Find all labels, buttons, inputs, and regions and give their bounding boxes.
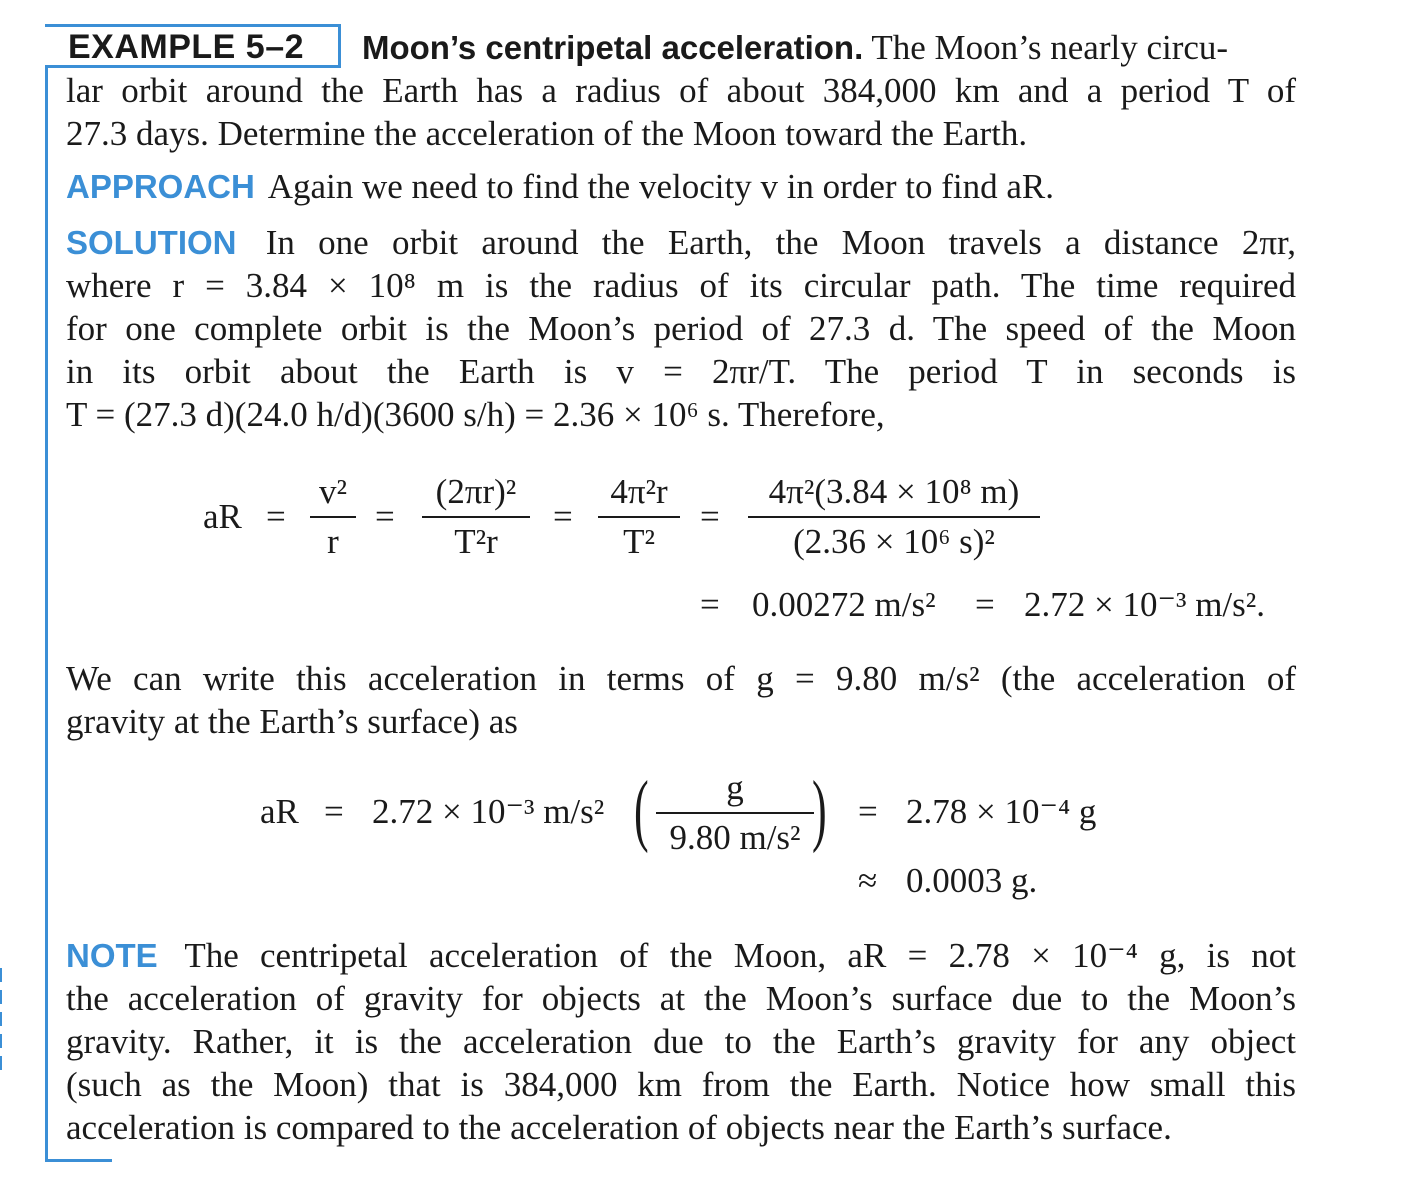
eq2-factor: 2.72 × 10⁻³ m/s² <box>372 792 605 831</box>
right-paren-glyph: ) <box>811 766 827 854</box>
eq1-fraction-2 <box>422 472 530 562</box>
note-line1 <box>66 935 1296 977</box>
gravity-line2: gravity at the Earth’s surface) as <box>66 702 518 741</box>
eq1-fraction-1 <box>310 472 356 562</box>
eq1-f2-denominator: T²r <box>454 522 498 561</box>
eq2-equals: = <box>858 792 878 831</box>
eq1-f3-numerator: 4π²r <box>610 472 668 511</box>
eq1-equals: = <box>266 497 286 536</box>
solution-line4: in its orbit about the Earth is v = 2πr/T. The period T in seconds is <box>66 352 1296 391</box>
eq1-f1-numerator: v² <box>319 472 347 511</box>
approach-keyword: APPROACH <box>66 168 255 205</box>
eq1-f4-numerator: 4π²(3.84 × 10⁸ m) <box>768 472 1020 511</box>
approach-paragraph <box>66 166 1054 208</box>
eq2-numerator: g <box>726 768 744 807</box>
fraction-bar <box>748 516 1040 518</box>
eq2-denominator: 9.80 m/s² <box>669 818 801 857</box>
eq1-equals: = <box>553 497 573 536</box>
fraction-bar <box>656 812 814 814</box>
eq1-result-a: 0.00272 m/s² <box>752 585 936 624</box>
eq1-result-b: 2.72 × 10⁻³ m/s². <box>1024 585 1266 624</box>
note-line4: (such as the Moon) that is 384,000 km from the Earth. Notice how small this <box>66 1065 1296 1104</box>
solution-line5: T = (27.3 d)(24.0 h/d)(3600 s/h) = 2.36 × 10⁶ s. Therefore, <box>66 395 885 434</box>
note-line3: gravity. Rather, it is the acceleration due to the Earth’s gravity for any object <box>66 1022 1296 1061</box>
solution-keyword: SOLUTION <box>66 224 237 261</box>
eq2-lhs: aR <box>260 792 299 831</box>
eq2-approx: ≈ <box>858 861 878 900</box>
left-paren-glyph: ( <box>633 766 649 854</box>
eq1-f4-denominator: (2.36 × 10⁶ s)² <box>793 522 995 561</box>
note-keyword: NOTE <box>66 937 158 974</box>
fraction-bar <box>598 516 680 518</box>
eq1-fraction-3 <box>598 472 680 562</box>
eq1-equals: = <box>700 497 720 536</box>
example-intro-line1 <box>362 27 1228 69</box>
solution-line2: where r = 3.84 × 10⁸ m is the radius of its circular path. The time required <box>66 266 1296 305</box>
example-number: EXAMPLE 5–2 <box>68 28 305 66</box>
eq2-result-b: 0.0003 g. <box>906 861 1038 900</box>
eq1-equals: = <box>375 497 395 536</box>
solution-text: In one orbit around the Earth, the Moon travels a distance 2πr, <box>265 223 1296 262</box>
note-line2: the acceleration of gravity for objects at the Moon’s surface due to the Moon’s <box>66 979 1296 1018</box>
eq2-equals: = <box>324 792 344 831</box>
margin-tick <box>0 990 2 1004</box>
margin-tick <box>0 968 2 982</box>
eq1-fraction-4 <box>748 472 1040 562</box>
fraction-bar <box>422 516 530 518</box>
eq1-f3-denominator: T² <box>623 522 655 561</box>
eq1-equals: = <box>975 585 995 624</box>
solution-line1 <box>66 222 1296 264</box>
margin-tick <box>0 1056 2 1070</box>
example-intro-line3: 27.3 days. Determine the acceleration of the Moon toward the Earth. <box>66 114 1028 153</box>
margin-tick <box>0 1012 2 1026</box>
intro-text-1: The Moon’s nearly circu- <box>871 28 1229 67</box>
eq1-f1-denominator: r <box>327 522 339 561</box>
gravity-line1: We can write this acceleration in terms of g = 9.80 m/s² (the acceleration of <box>66 659 1296 698</box>
approach-text: Again we need to find the velocity v in order to find aR. <box>267 167 1055 206</box>
solution-line3: for one complete orbit is the Moon’s period of 27.3 d. The speed of the Moon <box>66 309 1296 348</box>
frame-bottom-rule <box>45 1159 112 1162</box>
fraction-bar <box>310 516 356 518</box>
note-text: The centripetal acceleration of the Moon, aR = 2.78 × 10⁻⁴ g, is not <box>184 936 1296 975</box>
frame-left-rule <box>45 24 48 1162</box>
eq1-f2-numerator: (2πr)² <box>435 472 517 511</box>
eq2-result-a: 2.78 × 10⁻⁴ g <box>906 792 1097 831</box>
eq1-lhs: aR <box>203 497 242 536</box>
example-title: Moon’s centripetal acceleration. <box>362 29 864 66</box>
note-line5: acceleration is compared to the acceleration of objects near the Earth’s surface. <box>66 1108 1172 1147</box>
eq1-equals: = <box>700 585 720 624</box>
margin-tick <box>0 1034 2 1048</box>
eq2-fraction <box>656 768 814 858</box>
example-intro-line2: lar orbit around the Earth has a radius of about 384,000 km and a period T of <box>66 71 1296 110</box>
